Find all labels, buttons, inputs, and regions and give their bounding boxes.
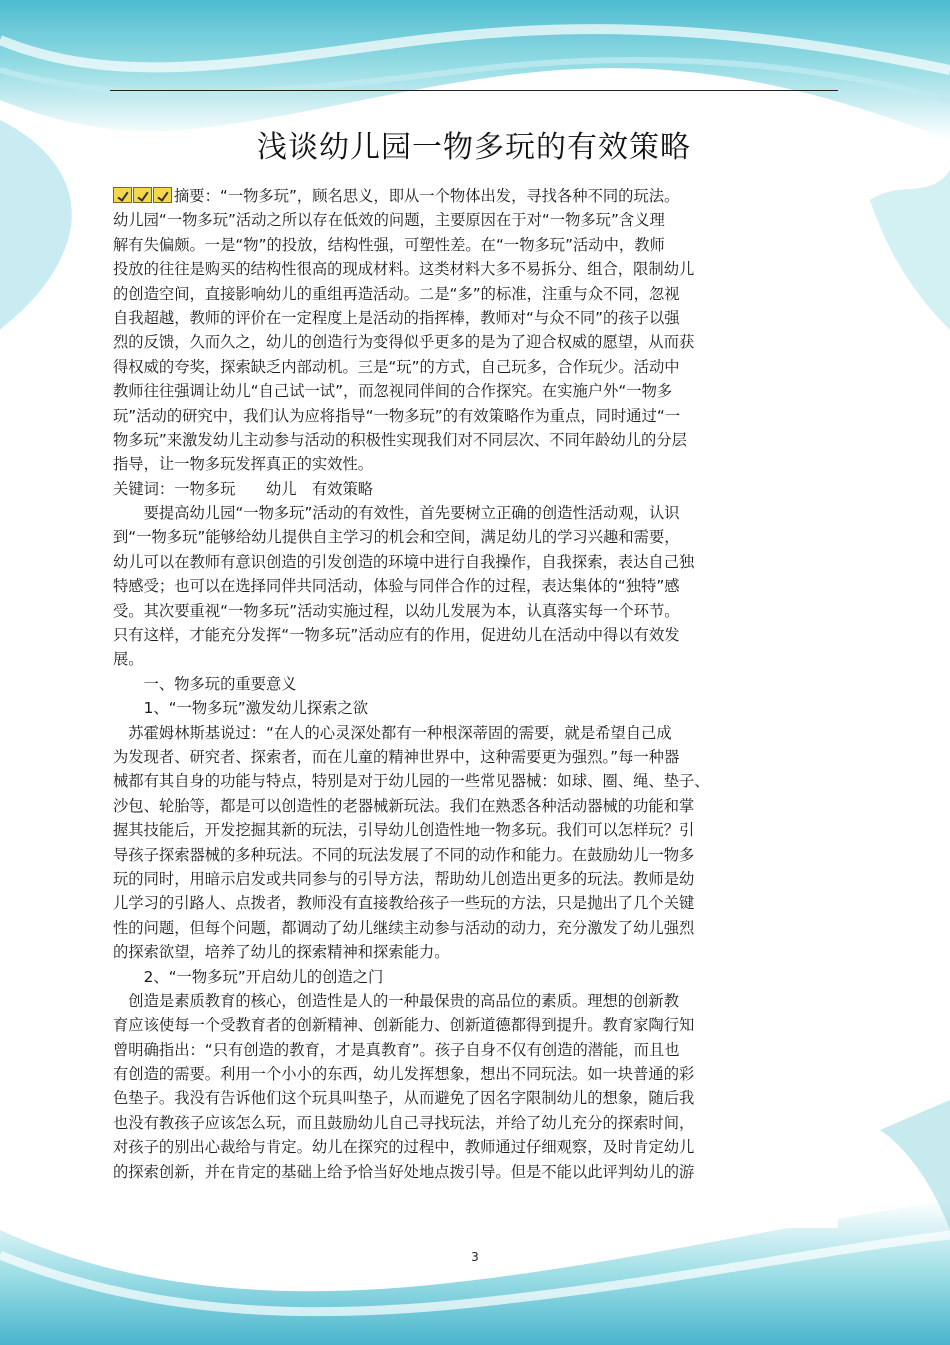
text-line: 有创造的需要。利用一个小小的东西，幼儿发挥想象，想出不同玩法。如一块普通的彩 (113, 1065, 695, 1084)
check-icon (113, 187, 132, 203)
text-line: 创造是素质教育的核心，创造性是人的一种最保贵的高品位的素质。理想的创新教 (113, 991, 679, 1010)
text-line: 物多玩”来激发幼儿主动参与活动的积极性实现我们对不同层次、不同年龄幼儿的分层 (113, 430, 687, 449)
check-icon (153, 187, 172, 203)
text-line: 沙包、轮胎等，都是可以创造性的老器械新玩法。我们在熟悉各种活动器械的功能和掌 (113, 796, 695, 815)
text-line: 到“一物多玩”能够给幼儿提供自主学习的机会和空间，满足幼儿的学习兴趣和需要， (113, 528, 680, 547)
text-line: 要提高幼儿园“一物多玩”活动的有效性，首先要树立正确的创造性活动观，认识 (113, 504, 680, 523)
inline-image-icons (113, 186, 173, 210)
page-number: 3 (471, 1250, 479, 1264)
text-line: 受。其次要重视“一物多玩”活动实施过程，以幼儿发展为本，认真落实每一个环节。 (113, 601, 680, 620)
text-line (113, 184, 835, 208)
text-line: 自我超越，教师的评价在一定程度上是活动的指挥棒，教师对“与众不同”的孩子以强 (113, 308, 680, 327)
text-line: 性的问题，但每个问题，都调动了幼儿继续主动参与活动的动力，充分激发了幼儿强烈 (113, 918, 695, 937)
text-line: 的探索欲望，培养了幼儿的探索精神和探索能力。 (113, 943, 450, 962)
text-line: 械都有其自身的功能与特点，特别是对于幼儿园的一些常见器械：如球、圈、绳、垫子、 (113, 772, 710, 791)
text-line: 解有失偏颇。一是“物”的投放，结构性强，可塑性差。在“一物多玩”活动中，教师 (113, 235, 665, 254)
text-line: 特感受；也可以在选择同伴共同活动，体验与同伴合作的过程，表达集体的“独特”感 (113, 577, 680, 596)
subsection-heading: 1、“一物多玩”激发幼儿探索之欲 (113, 699, 369, 718)
text-line: 玩”活动的研究中，我们认为应将指导“一物多玩”的有效策略作为重点，同时通过“一 (113, 406, 681, 425)
subsection-heading: 2、“一物多玩”开启幼儿的创造之门 (113, 967, 384, 986)
article-body (113, 184, 835, 1184)
text-line: 苏霍姆林斯基说过：“在人的心灵深处都有一种根深蒂固的需要，就是希望自己成 (113, 723, 672, 742)
keywords-line: 关键词：一物多玩 幼儿 有效策略 (113, 479, 374, 498)
text-line: 导孩子探索器械的多种玩法。不同的玩法发展了不同的动作和能力。在鼓励幼儿一物多 (113, 845, 695, 864)
page-title: 浅谈幼儿园一物多玩的有效策略 (257, 130, 691, 165)
text-line: 也没有教孩子应该怎么玩，而且鼓励幼儿自己寻找玩法，并给了幼儿充分的探索时间， (113, 1113, 695, 1132)
text-line: 的创造空间，直接影响幼儿的重组再造活动。二是“多”的标准，注重与众不同，忽视 (113, 284, 680, 303)
section-heading: 一、物多玩的重要意义 (113, 674, 297, 693)
text-line: 儿学习的引路人、点拨者，教师没有直接教给孩子一些玩的方法，只是抛出了几个关键 (113, 894, 695, 913)
text-line: 玩的同时，用暗示启发或共同参与的引导方法，帮助幼儿创造出更多的玩法。教师是幼 (113, 869, 695, 888)
text-line: 展。 (113, 650, 144, 669)
header-rule (110, 90, 838, 91)
check-icon (133, 187, 152, 203)
text-line: 的探索创新，并在肯定的基础上给予恰当好处地点拨引导。但是不能以此评判幼儿的游 (113, 1162, 695, 1181)
text-line: 曾明确指出：“只有创造的教育，才是真教育”。孩子自身不仅有创造的潜能，而且也 (113, 1040, 680, 1059)
text-line: 投放的往往是购买的结构性很高的现成材料。这类材料大多不易拆分、组合，限制幼儿 (113, 260, 695, 279)
text-line: 为发现者、研究者、探索者，而在儿童的精神世界中，这种需要更为强烈。”每一种器 (113, 747, 680, 766)
text-line: 指导，让一物多玩发挥真正的实效性。 (113, 455, 374, 474)
text-line: 育应该使每一个受教育者的创新精神、创新能力、创新道德都得到提升。教育家陶行知 (113, 1016, 695, 1035)
abstract-first-line: 摘要：“一物多玩”，顾名思义，即从一个物体出发，寻找各种不同的玩法。 (174, 187, 680, 205)
text-line: 握其技能后，开发挖掘其新的玩法，引导幼儿创造性地一物多玩。我们可以怎样玩？引 (113, 821, 695, 840)
text-line: 幼儿可以在教师有意识创造的引发创造的环境中进行自我操作，自我探索，表达自己独 (113, 552, 695, 571)
text-line: 烈的反馈，久而久之，幼儿的创造行为变得似乎更多的是为了迎合权威的愿望，从而获 (113, 333, 695, 352)
text-line: 幼儿园“一物多玩”活动之所以存在低效的问题，主要原因在于对“一物多玩”含义理 (113, 211, 665, 230)
text-line: 色垫子。我没有告诉他们这个玩具叫垫子，从而避免了因名字限制幼儿的想象，随后我 (113, 1089, 695, 1108)
text-line: 对孩子的别出心裁给与肯定。幼儿在探究的过程中，教师通过仔细观察，及时肯定幼儿 (113, 1138, 695, 1157)
text-line: 教师往往强调让幼儿“自己试一试”，而忽视同伴间的合作探究。在实施户外“一物多 (113, 382, 673, 401)
text-line: 只有这样，才能充分发挥“一物多玩”活动应有的作用，促进幼儿在活动中得以有效发 (113, 626, 680, 645)
text-line: 得权威的夸奖，探索缺乏内部动机。三是“玩”的方式，自己玩多，合作玩少。活动中 (113, 357, 680, 376)
